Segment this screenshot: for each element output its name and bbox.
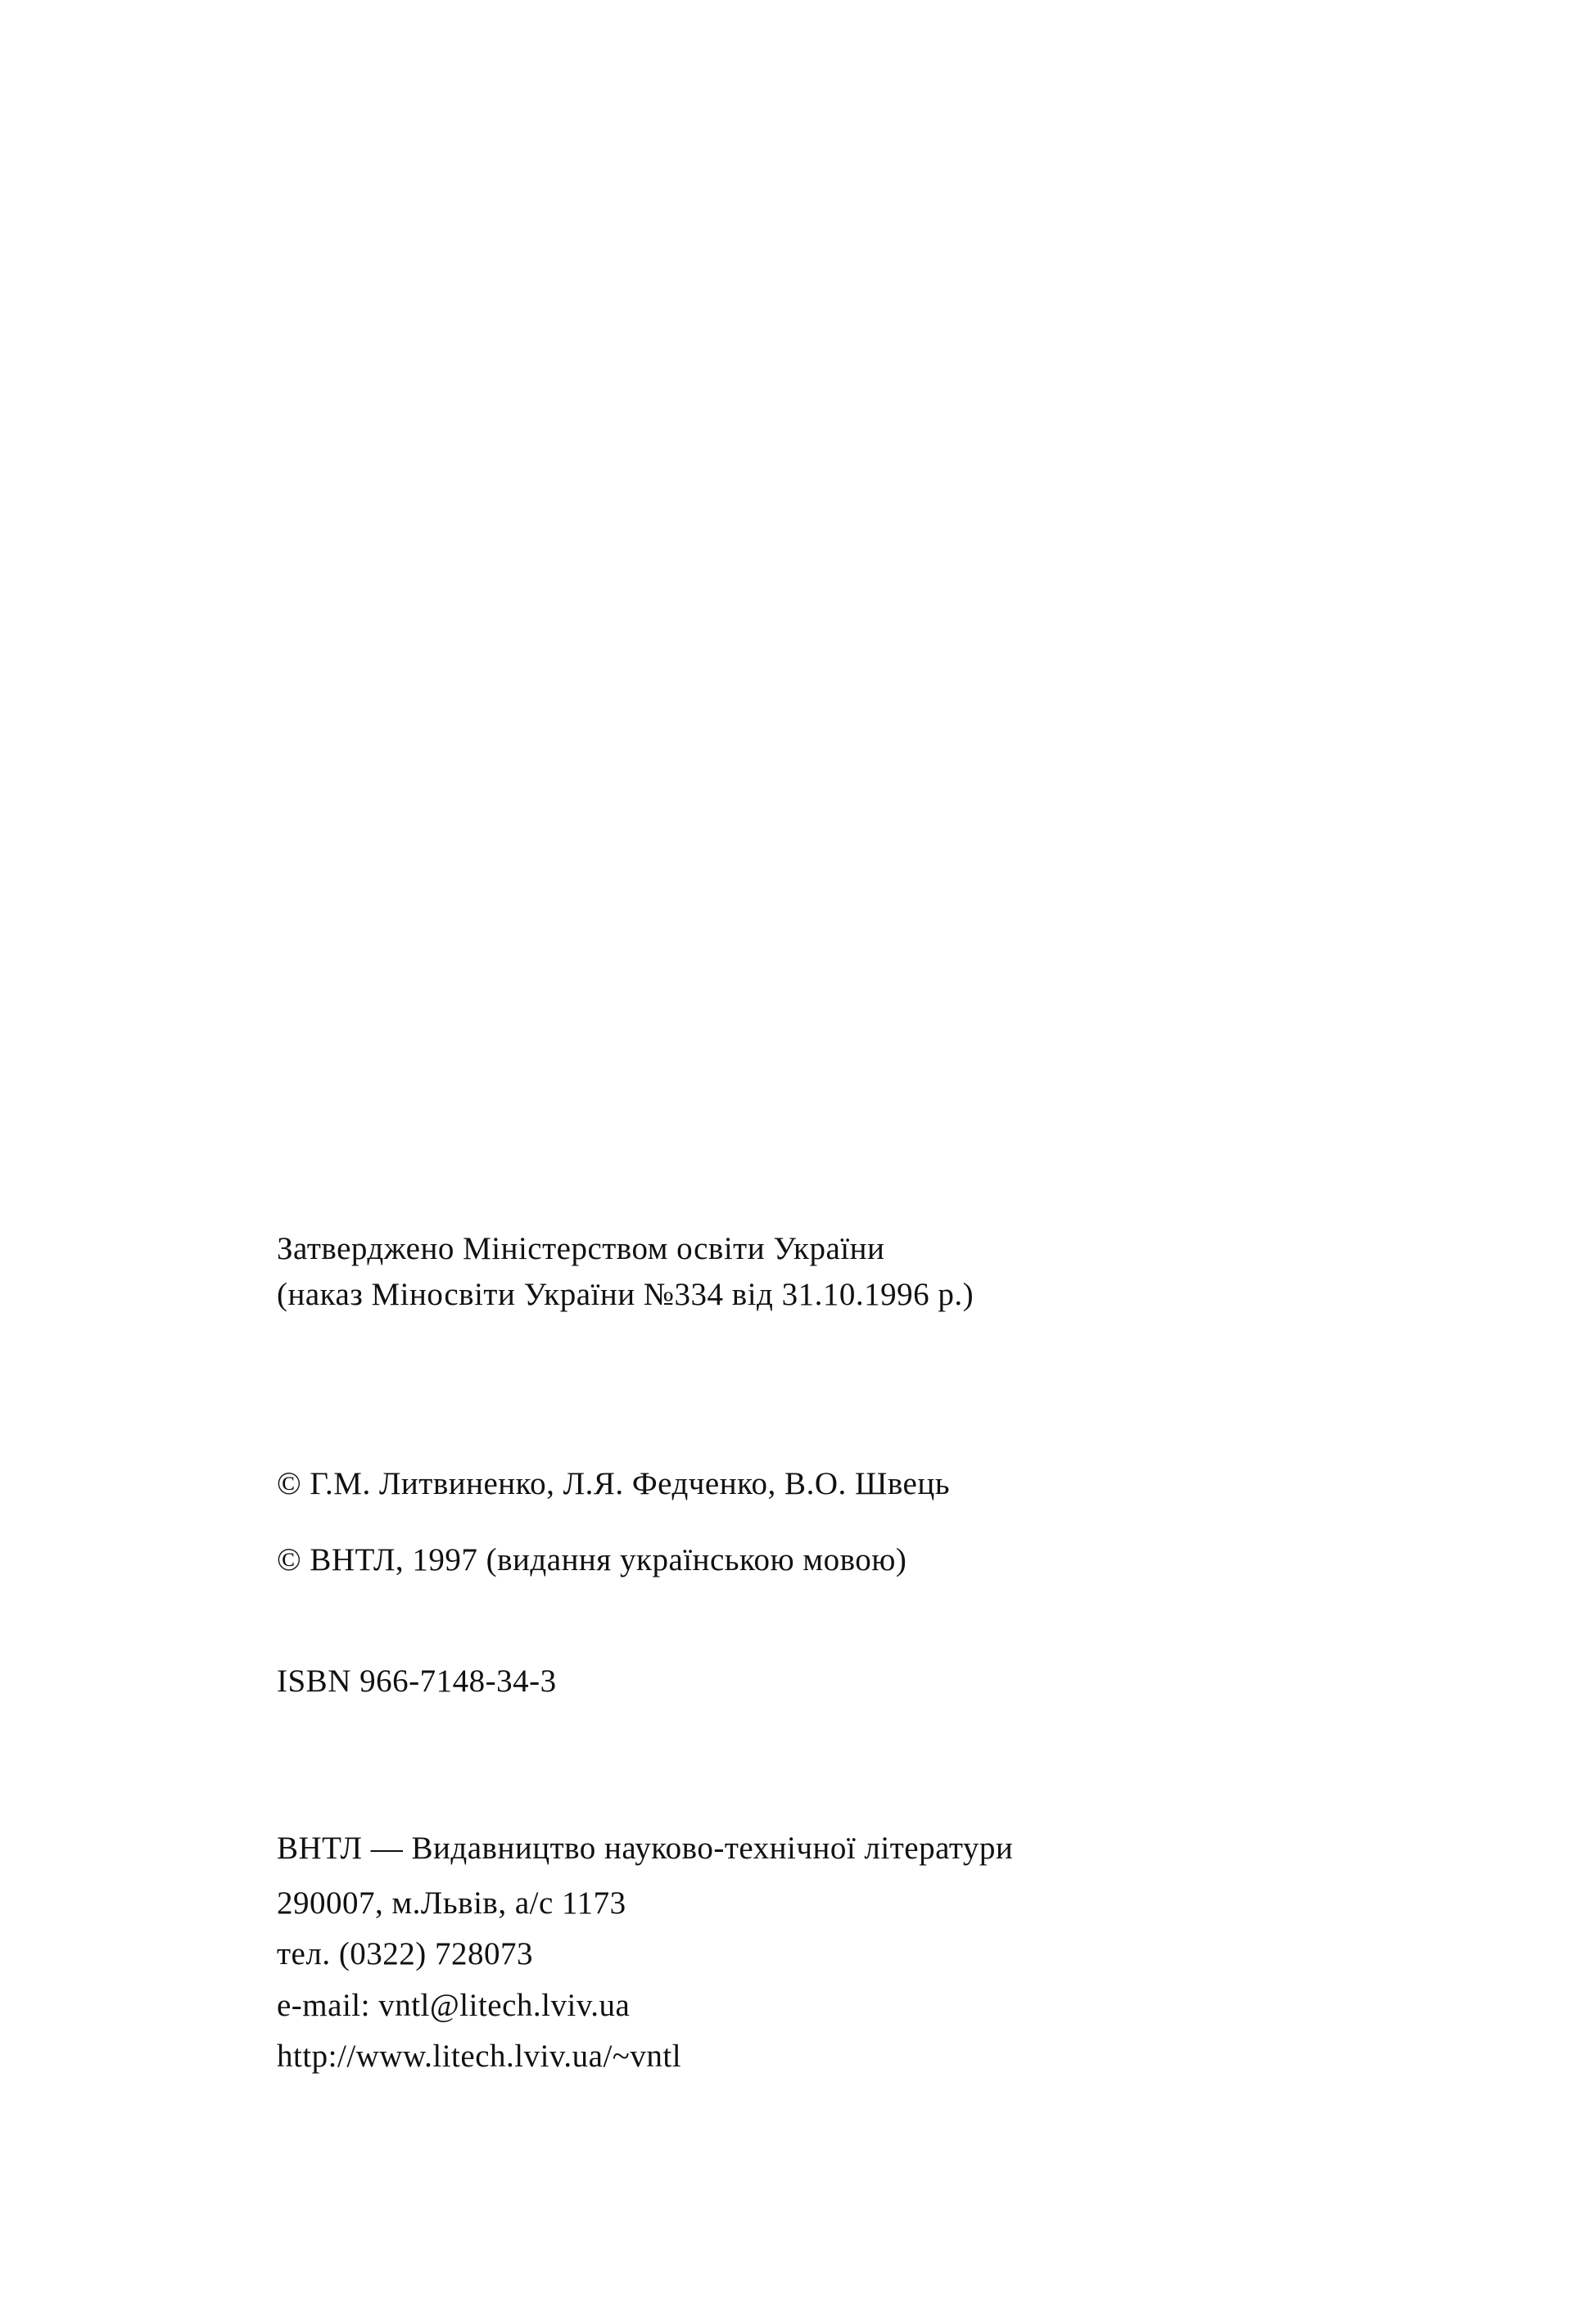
publisher-phone: тел. (0322) 728073 (277, 1936, 534, 1971)
publisher-website: http://www.litech.lviv.ua/~vntl (277, 2039, 682, 2074)
publisher-email: e-mail: vntl@litech.lviv.ua (277, 1988, 631, 2023)
approval-line-1: Затверджено Міністерством освіти України (277, 1231, 885, 1266)
approval-line-2: (наказ Міносвіти України №334 від 31.10.1996 р.) (277, 1277, 974, 1312)
publisher-name: ВНТЛ — Видавництво науково-технічної літератури (277, 1831, 1014, 1866)
publisher-address: 290007, м.Львів, а/с 1173 (277, 1885, 626, 1921)
copyright-publisher: © ВНТЛ, 1997 (видання українською мовою) (277, 1542, 907, 1577)
copyright-authors: © Г.М. Литвиненко, Л.Я. Федченко, В.О. Швець (277, 1466, 950, 1501)
isbn-number: ISBN 966-7148-34-3 (277, 1663, 557, 1699)
